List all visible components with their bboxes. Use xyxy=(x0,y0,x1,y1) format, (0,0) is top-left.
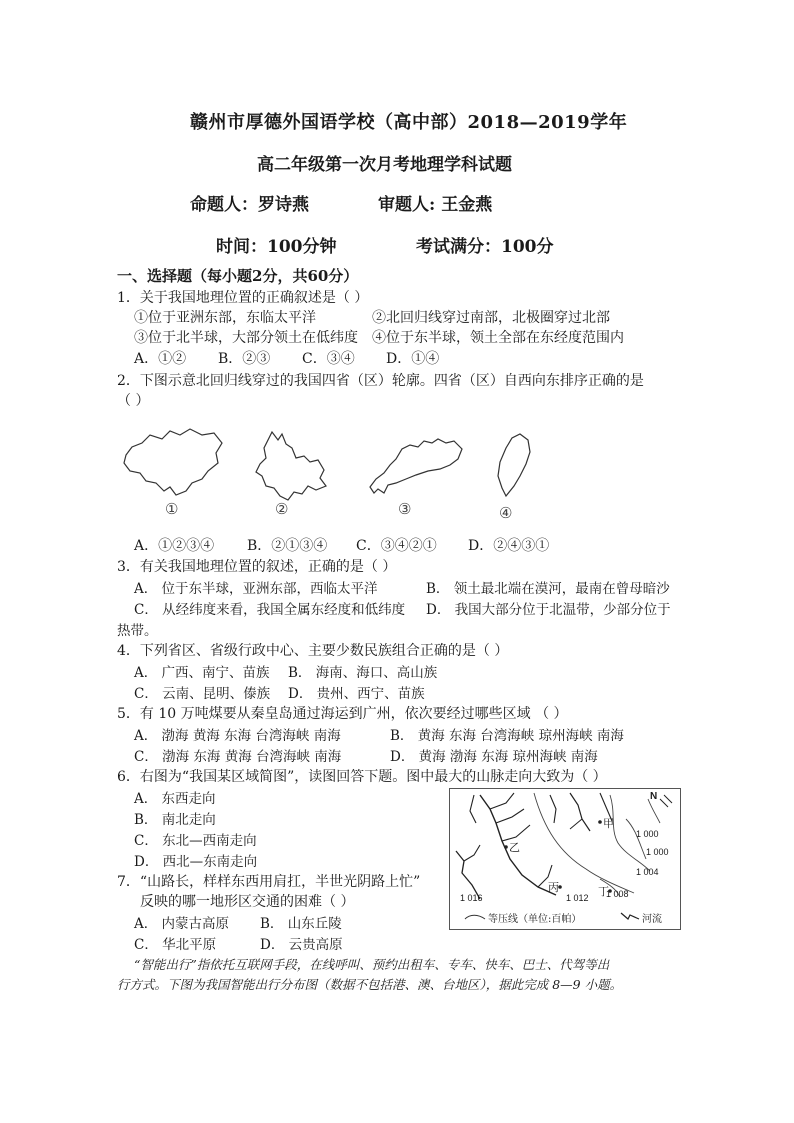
exam-reviewer: 审题人: 王金燕 xyxy=(378,195,493,215)
q2-label-3: ③ xyxy=(398,500,412,518)
section-title: 一、选择题（每小题2分，共60分） xyxy=(117,267,359,285)
map-north-label: N xyxy=(650,791,658,802)
q7-stem-cont: 反映的哪一地形区交通的困难（ ） xyxy=(140,894,355,910)
q7-option-b: B． 山东丘陵 xyxy=(260,916,342,932)
q5-option-c: C． 渤海 东海 黄海 台湾海峡 南海 xyxy=(134,749,342,765)
map-isobar-label: 1 008 xyxy=(606,889,629,899)
map-isobar-label: 1 012 xyxy=(566,893,589,903)
legend-river-icon xyxy=(620,911,640,921)
q5-option-b: B． 黄海 东海 台湾海峡 琼州海峡 南海 xyxy=(390,728,624,744)
q6-option-c: C． 东北—西南走向 xyxy=(134,833,257,849)
q2-label-1: ① xyxy=(165,500,179,518)
exam-subtitle: 高二年级第一次月考地理学科试题 xyxy=(257,155,512,175)
q2-option-a: A．①②③④ xyxy=(134,538,215,554)
q3-option-b: B． 领土最北端在漠河，最南在曾母暗沙 xyxy=(426,581,670,597)
q7-option-c: C． 华北平原 xyxy=(134,937,217,953)
map-site-ding: 丁 xyxy=(598,885,609,898)
exam-score: 考试满分：100分 xyxy=(416,237,554,257)
map-site-yi: 乙 xyxy=(509,841,520,854)
map-isobar-label: 1 004 xyxy=(636,867,659,877)
q3-stem: 3．有关我国地理位置的叙述，正确的是（ ） xyxy=(117,559,397,575)
q6-option-d: D． 西北—东南走向 xyxy=(134,854,258,870)
q6-stem: 6．右图为“我国某区域简图”，读图回答下题。图中最大的山脉走向大致为（ ） xyxy=(117,769,607,785)
exam-title: 赣州市厚德外国语学校（高中部）2018—2019学年 xyxy=(190,112,628,133)
q6-option-b: B． 南北走向 xyxy=(134,812,216,828)
q3-option-d-cont: 热带。 xyxy=(117,623,158,639)
q2-stem: 2．下图示意北回归线穿过的我国四省（区）轮廓。四省（区）自西向东排序正确的是 xyxy=(117,373,644,389)
q1-option-d: D．①④ xyxy=(386,351,440,367)
q1-stem: 1．关于我国地理位置的正确叙述是（ ） xyxy=(117,290,369,306)
q4-option-d: D． 贵州、西宁、苗族 xyxy=(288,686,425,702)
q1-option-c: C．③④ xyxy=(302,351,355,367)
q2-label-4: ④ xyxy=(499,504,513,522)
q1-option-b: B．②③ xyxy=(218,351,271,367)
map-isobar-label: 1 000 xyxy=(636,829,659,839)
map-site-jia: 甲 xyxy=(603,817,614,830)
q4-stem: 4．下列省区、省级行政中心、主要少数民族组合正确的是（ ） xyxy=(117,643,509,659)
province-outline-1 xyxy=(118,425,228,500)
q4-option-b: B． 海南、海口、高山族 xyxy=(288,665,438,681)
q2-option-c: C．③④②① xyxy=(356,538,437,554)
q4-option-c: C． 云南、昆明、傣族 xyxy=(134,686,271,702)
q1-statement-4: ④位于东半球，领土全部在东经度范围内 xyxy=(372,330,624,346)
legend-isobar-icon xyxy=(464,913,486,921)
q7-option-d: D． 云贵高原 xyxy=(260,937,343,953)
province-outline-3 xyxy=(366,435,466,497)
q3-option-d: D． 我国大部分位于北温带，少部分位于 xyxy=(426,602,671,618)
q5-option-d: D． 黄海 渤海 东海 琼州海峡 南海 xyxy=(390,749,598,765)
province-outline-2 xyxy=(252,428,332,506)
legend-isobar-label: 等压线（单位:百帕） xyxy=(488,914,582,925)
q2-option-d: D．②④③① xyxy=(468,538,550,554)
q7-option-a: A． 内蒙古高原 xyxy=(134,916,230,932)
q3-option-a: A． 位于东半球，亚洲东部，西临太平洋 xyxy=(134,581,378,597)
q5-option-a: A． 渤海 黄海 东海 台湾海峡 南海 xyxy=(134,728,341,744)
map-isobar-label: 1 016 xyxy=(460,893,483,903)
q2-label-2: ② xyxy=(275,500,289,518)
q2-stem-bracket: （ ） xyxy=(117,393,150,409)
q3-option-c: C． 从经纬度来看，我国全属东经度和低纬度 xyxy=(134,602,406,618)
q1-statement-3: ③位于北半球，大部分领土在低纬度 xyxy=(134,330,358,346)
q5-stem: 5．有 10 万吨煤要从秦皇岛通过海运到广州，依次要经过哪些区域 （ ） xyxy=(117,706,568,722)
q2-option-b: B．②①③④ xyxy=(247,538,328,554)
q7-stem: 7．“山路长，样样东西用肩扛，半世光阴路上忙” xyxy=(117,874,421,890)
q6-option-a: A． 东西走向 xyxy=(134,791,216,807)
exam-time: 时间：100分钟 xyxy=(216,237,337,257)
legend-river-label: 河流 xyxy=(642,914,662,925)
map-isobar-label: 1 000 xyxy=(646,847,669,857)
q1-option-a: A．①② xyxy=(134,351,187,367)
intro-line-1: “智能出行”指依托互联网手段，在线呼叫、预约出租车、专车、快车、巴士、代驾等出 xyxy=(134,957,610,972)
q1-statement-2: ②北回归线穿过南部，北极圈穿过北部 xyxy=(372,310,610,326)
exam-author: 命题人：罗诗燕 xyxy=(190,195,309,215)
intro-line-2: 行方式。下图为我国智能出行分布图（数据不包括港、澳、台地区），据此完成 8—9 小题。 xyxy=(117,977,623,992)
q4-option-a: A． 广西、南宁、苗族 xyxy=(134,665,270,681)
q1-statement-1: ①位于亚洲东部，东临太平洋 xyxy=(134,310,316,326)
region-map xyxy=(449,788,681,930)
map-site-bing: 丙 xyxy=(548,881,559,894)
province-outline-4 xyxy=(490,430,538,500)
